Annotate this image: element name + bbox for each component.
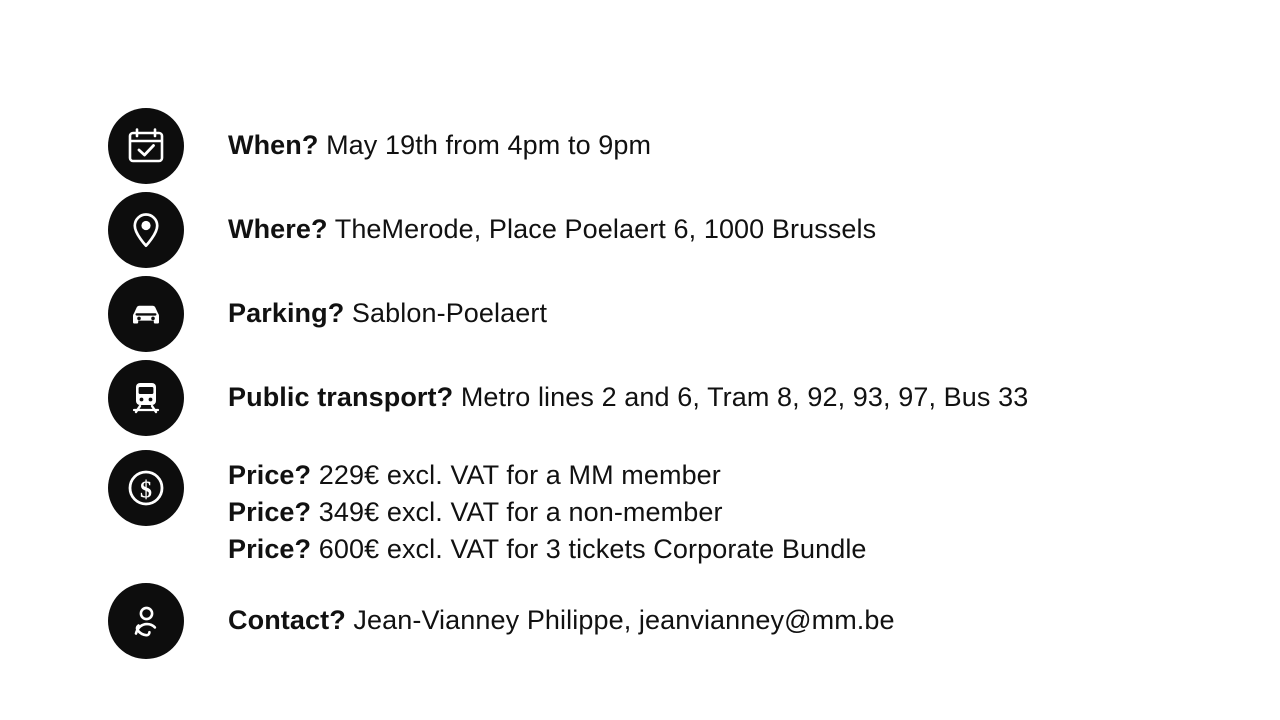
price-line-label: Price? (228, 534, 312, 564)
event-info-list (108, 108, 1208, 669)
price-line-label: Price? (228, 497, 312, 527)
info-row-parking-value: Sablon-Poelaert (344, 298, 548, 328)
info-row-public-transport-label: Public transport? (228, 382, 454, 412)
car-icon (108, 276, 184, 352)
price-line-label: Price? (228, 460, 312, 490)
price-line-value: 600€ excl. VAT for 3 tickets Corporate Bundle (311, 534, 867, 564)
price-line (228, 458, 1208, 493)
info-row-contact-label: Contact? (228, 605, 346, 635)
info-row-contact-text (228, 583, 1208, 638)
price-line-value: 349€ excl. VAT for a non-member (311, 497, 723, 527)
dollar-coin-icon (108, 450, 184, 526)
price-line-value: 229€ excl. VAT for a MM member (311, 460, 721, 490)
info-row-parking-text (228, 276, 1208, 331)
svg-text:$: $ (140, 477, 152, 504)
info-row-contact (108, 583, 1208, 659)
info-row-where-label: Where? (228, 214, 328, 244)
info-row-parking (108, 276, 1208, 352)
info-row-public-transport (108, 360, 1208, 436)
info-row-where-value: TheMerode, Place Poelaert 6, 1000 Brussels (327, 214, 877, 244)
map-pin-icon (108, 192, 184, 268)
calendar-check-icon (108, 108, 184, 184)
customer-support-icon (108, 583, 184, 659)
info-row-when-label: When? (228, 130, 319, 160)
info-row-price (108, 450, 1208, 569)
info-row-public-transport-text (228, 360, 1208, 415)
info-row-when-text (228, 108, 1208, 163)
price-line (228, 495, 1208, 530)
price-line (228, 532, 1208, 567)
info-row-contact-value: Jean-Vianney Philippe, jeanvianney@mm.be (345, 605, 895, 635)
info-row-price-text (228, 450, 1208, 569)
info-row-parking-label: Parking? (228, 298, 345, 328)
info-row-public-transport-value: Metro lines 2 and 6, Tram 8, 92, 93, 97, Bus 33 (453, 382, 1029, 412)
train-icon (108, 360, 184, 436)
info-row-where (108, 192, 1208, 268)
info-row-when-value: May 19th from 4pm to 9pm (318, 130, 652, 160)
info-row-where-text (228, 192, 1208, 247)
info-row-when (108, 108, 1208, 184)
